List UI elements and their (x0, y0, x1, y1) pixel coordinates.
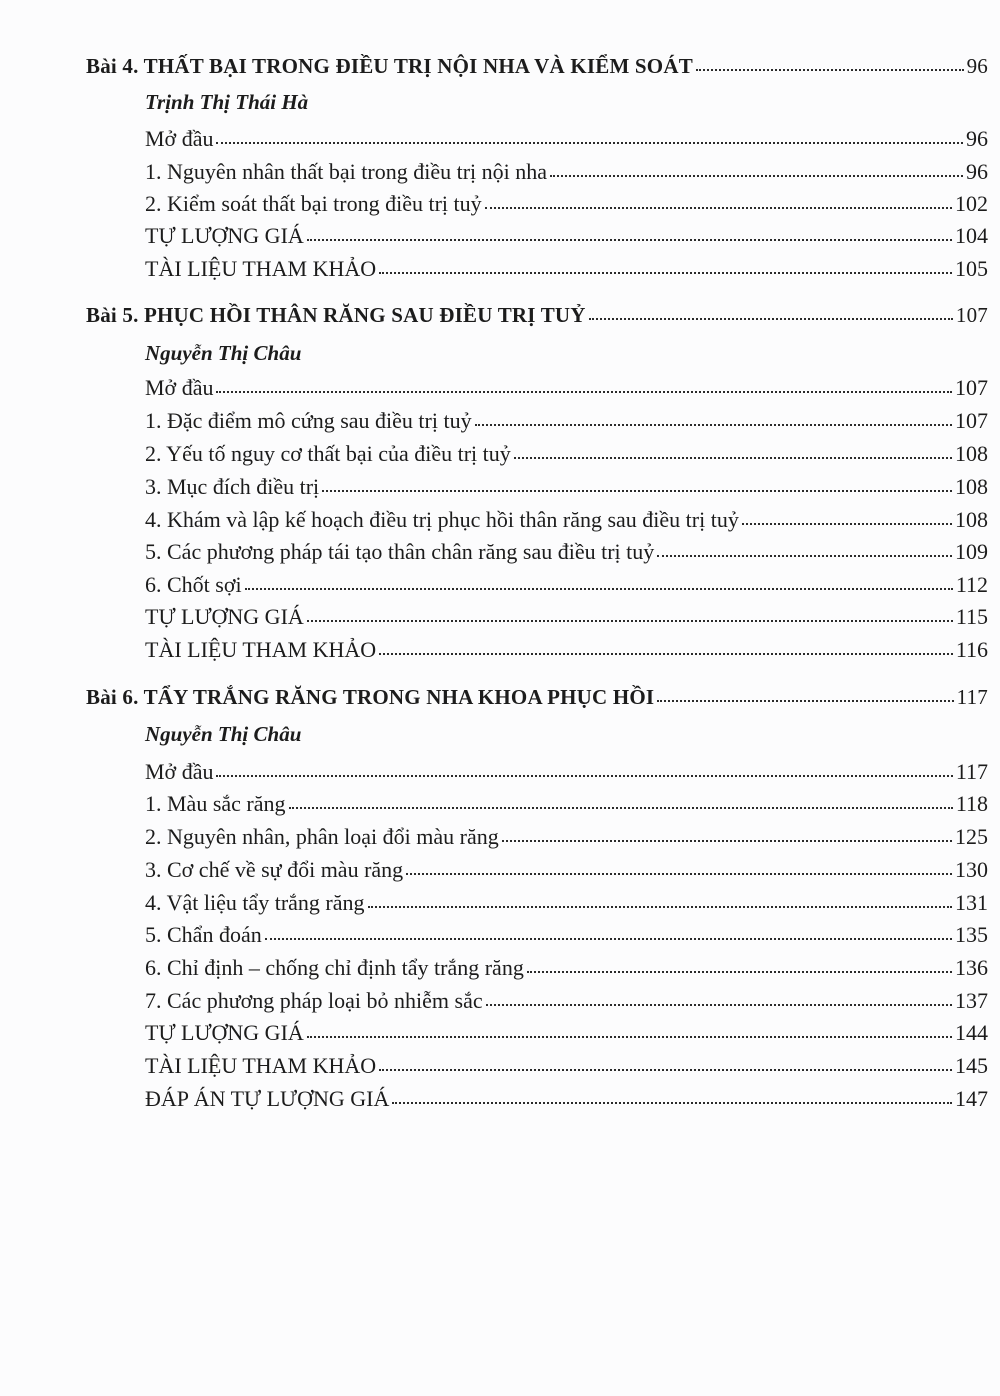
lesson-4-heading (86, 52, 988, 80)
dot-leader (322, 487, 952, 492)
dot-leader (589, 315, 953, 320)
entry-title: 1. Đặc điểm mô cứng sau điều trị tuỷ (145, 408, 472, 433)
dot-leader (307, 1033, 952, 1038)
dot-leader (514, 454, 952, 459)
dot-leader (265, 935, 952, 940)
page-number: 102 (955, 191, 988, 216)
entry-title: Mở đầu (145, 375, 214, 400)
entry-title: TỰ LƯỢNG GIÁ (145, 1020, 304, 1045)
entry-title: 4. Khám và lập kế hoạch điều trị phục hồi thân răng sau điều trị tuỷ (145, 507, 739, 532)
page-number: 125 (955, 824, 988, 849)
toc-entry (145, 473, 988, 501)
page-number: 137 (955, 988, 988, 1013)
toc-entry (145, 374, 988, 402)
page-number: 117 (955, 759, 988, 784)
dot-leader (379, 269, 952, 274)
page-number: 115 (955, 604, 988, 629)
page-number: 107 (955, 408, 988, 433)
page-number: 136 (955, 955, 988, 980)
lesson-4-author: Trịnh Thị Thái Hà (145, 90, 309, 114)
toc-entry (145, 407, 988, 435)
dot-leader (527, 968, 952, 973)
entry-title: 6. Chốt sợi (145, 572, 242, 597)
dot-leader (392, 1099, 952, 1104)
page-number: 108 (955, 507, 988, 532)
page-number: 112 (955, 572, 988, 597)
entry-title: 2. Nguyên nhân, phân loại đổi màu răng (145, 824, 499, 849)
entry-title: TÀI LIỆU THAM KHẢO (145, 637, 377, 662)
page-number: 108 (955, 441, 988, 466)
entry-title: 4. Vật liệu tẩy trắng răng (145, 890, 365, 915)
dot-leader (502, 837, 952, 842)
toc-entry (145, 538, 988, 566)
page-number: 130 (955, 857, 988, 882)
lesson-title: Bài 5. PHỤC HỒI THÂN RĂNG SAU ĐIỀU TRỊ TUỶ (86, 303, 586, 327)
entry-title: TỰ LƯỢNG GIÁ (145, 604, 304, 629)
page-number: 96 (966, 54, 988, 78)
dot-leader (742, 520, 952, 525)
toc-entry (145, 954, 988, 982)
toc-entry (145, 921, 988, 949)
lesson-title: Bài 4. THẤT BẠI TRONG ĐIỀU TRỊ NỘI NHA VÀ KIỂM SOÁT (86, 54, 693, 78)
toc-entry (145, 889, 988, 917)
page-number: 145 (955, 1053, 988, 1078)
dot-leader (379, 650, 953, 655)
dot-leader (216, 388, 952, 393)
toc-entry (145, 987, 988, 1015)
lesson-6-heading (86, 683, 988, 711)
page-number: 104 (955, 223, 988, 248)
entry-title: 3. Cơ chế về sự đổi màu răng (145, 857, 404, 882)
dot-leader (657, 552, 952, 557)
toc-entry (145, 1019, 988, 1047)
dot-leader (657, 697, 953, 702)
dot-leader (216, 772, 952, 777)
toc-entry (145, 571, 988, 599)
page-number: 147 (955, 1086, 988, 1111)
entry-title: TÀI LIỆU THAM KHẢO (145, 256, 377, 281)
page-number: 109 (955, 539, 988, 564)
lesson-6-author: Nguyễn Thị Châu (145, 722, 302, 746)
entry-title: 3. Mục đích điều trị (145, 474, 320, 499)
toc-entry (145, 856, 988, 884)
toc-entry (145, 506, 988, 534)
dot-leader (216, 139, 963, 144)
dot-leader (550, 172, 963, 177)
toc-entry (145, 255, 988, 283)
toc-entry (145, 1052, 988, 1080)
dot-leader (485, 204, 952, 209)
toc-entry (145, 1085, 988, 1113)
entry-title: 6. Chỉ định – chống chỉ định tẩy trắng răng (145, 955, 524, 980)
entry-title: TỰ LƯỢNG GIÁ (145, 223, 304, 248)
entry-title: Mở đầu (145, 126, 214, 151)
page-number: 96 (966, 159, 988, 184)
page-number: 105 (955, 256, 988, 281)
dot-leader (696, 66, 964, 71)
toc-entry (145, 603, 988, 631)
toc-entry (145, 190, 988, 218)
entry-title: 2. Kiểm soát thất bại trong điều trị tuỷ (145, 191, 482, 216)
page-number: 96 (966, 126, 988, 151)
lesson-5-author: Nguyễn Thị Châu (145, 341, 302, 365)
dot-leader (486, 1001, 952, 1006)
page-number: 116 (955, 637, 988, 662)
toc-entry (145, 158, 988, 186)
page-number: 131 (955, 890, 988, 915)
entry-title: 5. Các phương pháp tái tạo thân chân răng sau điều trị tuỷ (145, 539, 655, 564)
entry-title: ĐÁP ÁN TỰ LƯỢNG GIÁ (145, 1086, 390, 1111)
toc-entry (145, 758, 988, 786)
toc-entry (145, 636, 988, 664)
page-number: 108 (955, 474, 988, 499)
toc-entry (145, 440, 988, 468)
entry-title: 1. Nguyên nhân thất bại trong điều trị nội nha (145, 159, 548, 184)
page-number: 117 (956, 685, 988, 709)
page-number: 144 (955, 1020, 988, 1045)
page-number: 107 (955, 303, 988, 327)
lesson-title: Bài 6. TẨY TRẮNG RĂNG TRONG NHA KHOA PHỤC HỒI (86, 685, 655, 709)
entry-title: TÀI LIỆU THAM KHẢO (145, 1053, 377, 1078)
entry-title: 2. Yếu tố nguy cơ thất bại của điều trị tuỷ (145, 441, 511, 466)
toc-entry (145, 125, 988, 153)
dot-leader (475, 421, 952, 426)
page-number: 118 (955, 791, 988, 816)
dot-leader (245, 585, 953, 590)
dot-leader (406, 870, 952, 875)
entry-title: 5. Chẩn đoán (145, 922, 262, 947)
dot-leader (379, 1066, 952, 1071)
dot-leader (307, 236, 952, 241)
toc-entry (145, 222, 988, 250)
lesson-5-heading (86, 301, 988, 329)
dot-leader (307, 617, 953, 622)
dot-leader (289, 804, 953, 809)
entry-title: Mở đầu (145, 759, 214, 784)
toc-entry (145, 823, 988, 851)
entry-title: 7. Các phương pháp loại bỏ nhiễm sắc (145, 988, 483, 1013)
page-number: 107 (955, 375, 988, 400)
page-number: 135 (955, 922, 988, 947)
entry-title: 1. Màu sắc răng (145, 791, 286, 816)
toc-entry (145, 790, 988, 818)
dot-leader (368, 903, 952, 908)
